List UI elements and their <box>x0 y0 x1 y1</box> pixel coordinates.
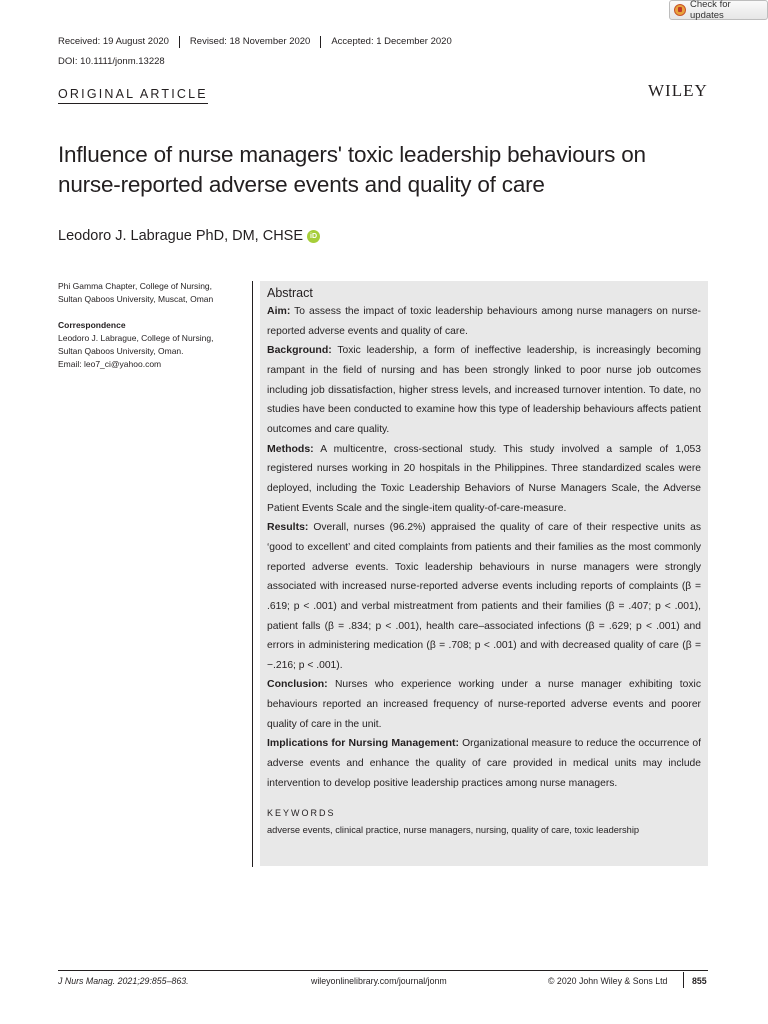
check-for-updates-label: Check for updates <box>690 0 731 21</box>
abstract-methods <box>267 440 701 519</box>
abstract-results <box>267 518 701 675</box>
correspondence-email[interactable]: Email: leo7_ci@yahoo.com <box>58 359 162 369</box>
implications-text: Organizational measure to reduce the occurrence of adverse events and enhance the quality of care provided in medical units may include intervention to develop positive leadership practices among nurse managers. <box>267 738 701 789</box>
crossmark-icon <box>674 4 686 16</box>
author-name: Leodoro J. Labrague PhD, DM, CHSE <box>58 228 304 244</box>
background-label: Background: <box>267 344 332 357</box>
abstract-conclusion <box>267 675 701 734</box>
author-line <box>58 228 320 244</box>
abstract-background <box>267 341 701 439</box>
results-label: Results: <box>267 521 309 534</box>
keywords-list: adverse events, clinical practice, nurse managers, nursing, quality of care, toxic leadership <box>267 825 640 836</box>
orcid-icon[interactable]: iD <box>307 230 320 243</box>
correspondence-line: Sultan Qaboos University, Oman. <box>58 346 184 356</box>
implications-label: Implications for Nursing Management: <box>267 737 460 750</box>
aim-label: Aim: <box>267 305 291 317</box>
affiliation-block <box>58 280 238 371</box>
aim-text: To assess the impact of toxic leadership behaviours among nurse managers on nurse-reported adverse events and quality of care. <box>267 306 701 337</box>
article-type: ORIGINAL ARTICLE <box>58 87 208 104</box>
abstract-box <box>260 281 708 866</box>
history-dates <box>58 36 462 48</box>
doi[interactable]: DOI: 10.1111/jonm.13228 <box>58 56 165 67</box>
article-title: Influence of nurse managers' toxic leadership behaviours on nurse-reported adverse events and quality of care <box>58 142 646 197</box>
methods-text: A multicentre, cross-sectional study. This study involved a sample of 1,053 registered nurses working in 20 hospitals in the Philippines. Three standardized scales were deployed, including the Toxic Leadership Behaviors of Nurse Managers Scale, the Adverse Patient Events Scale and the single-item quality-of-care-measure. <box>267 443 701 514</box>
affiliation-line: Sultan Qaboos University, Muscat, Oman <box>58 294 214 304</box>
correspondence-heading: Correspondence <box>58 320 126 330</box>
methods-label: Methods: <box>267 442 314 455</box>
abstract-aim <box>267 302 701 341</box>
affiliation-line: Phi Gamma Chapter, College of Nursing, <box>58 281 213 291</box>
footer-journal-citation: J Nurs Manag. 2021;29:855–863. <box>58 976 189 986</box>
check-for-updates-button[interactable] <box>669 0 768 20</box>
footer-divider <box>58 970 708 971</box>
results-text: Overall, nurses (96.2%) appraised the quality of care of their respective units as ‘good to excellent’ and cited complaints from patients and their families as the most commonly reported adverse events. Toxic leadership behaviours in nurse managers were strongly associated with increased nurse-reported adverse events including reports of complaints (β = .619; p < .001) and verbal mistreatment from patients and their families (β = .407; p < .001), patient falls (β = .834; p < .001), health care–associated infections (β = .629; p < .001) and errors in administering medication (β = .708; p < .001) and with decreased quality of care (β = −.216; p < .001). <box>267 522 701 671</box>
vertical-divider <box>252 281 253 867</box>
publisher-logo: WILEY <box>648 81 708 100</box>
accepted-date: Accepted: 1 December 2020 <box>320 36 461 48</box>
keywords-heading: KEYWORDS <box>267 808 336 819</box>
footer-copyright: © 2020 John Wiley & Sons Ltd <box>548 976 668 986</box>
footer-journal-url[interactable]: wileyonlinelibrary.com/journal/jonm <box>311 976 447 986</box>
page-number: 855 <box>692 976 707 986</box>
background-text: Toxic leadership, a form of ineffective leadership, is increasingly becoming rampant in the field of nursing and has been strongly linked to poor nurse job outcomes including job dissatisfaction, higher stress levels, and increased turnover intention. To date, no studies have been conducted to examine how this type of leadership behaviours affects patient outcomes and care quality. <box>267 345 701 435</box>
revised-date: Revised: 18 November 2020 <box>179 36 320 48</box>
footer-separator <box>683 972 684 988</box>
conclusion-label: Conclusion: <box>267 678 328 691</box>
abstract-implications <box>267 734 701 793</box>
correspondence-line: Leodoro J. Labrague, College of Nursing, <box>58 333 214 343</box>
received-date: Received: 19 August 2020 <box>58 36 169 47</box>
conclusion-text: Nurses who experience working under a nurse manager exhibiting toxic behaviours reported an increased frequency of nurse-reported adverse events and poorer quality of care in the unit. <box>267 679 701 730</box>
abstract-heading: Abstract <box>267 286 313 300</box>
